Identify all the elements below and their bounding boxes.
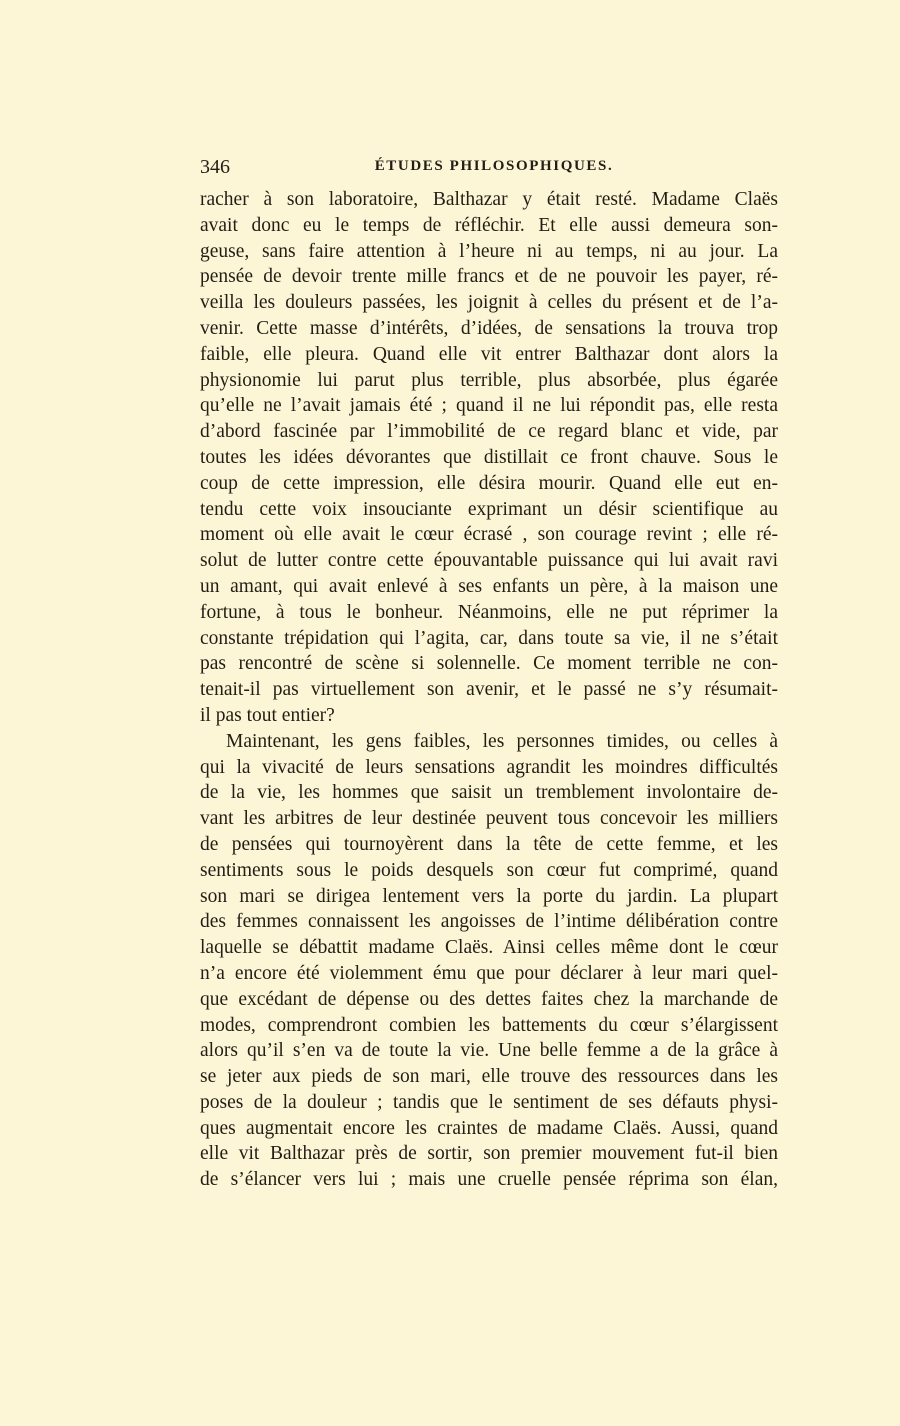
text-line: Maintenant, les gens faibles, les personnes timides, ou celles à <box>226 730 778 752</box>
text-line: modes, comprendront combien les battements du cœur s’élargissent <box>200 1014 778 1036</box>
text-line: des femmes connaissent les angoisses de l’intime délibération contre <box>200 911 778 933</box>
text-line: que excédant de dépense ou des dettes faites chez la marchande de <box>200 988 778 1010</box>
text-line: ques augmentait encore les craintes de madame Claës. Aussi, quand <box>200 1117 778 1139</box>
text-line: de s’élancer vers lui ; mais une cruelle pensée réprima son élan, <box>200 1169 778 1191</box>
text-line: toutes les idées dévorantes que distillait ce front chauve. Sous le <box>200 446 778 468</box>
text-line: fortune, à tous le bonheur. Néanmoins, elle ne put réprimer la <box>200 601 778 623</box>
text-line: avait donc eu le temps de réfléchir. Et elle aussi demeura son- <box>200 214 778 236</box>
running-title: ÉTUDES PHILOSOPHIQUES. <box>374 158 614 174</box>
text-line: son mari se dirigea lentement vers la porte du jardin. La plupart <box>200 885 778 907</box>
text-line: moment où elle avait le cœur écrasé , son courage revint ; elle ré- <box>200 524 778 546</box>
text-line: pas rencontré de scène si solennelle. Ce moment terrible ne con- <box>200 653 778 675</box>
text-line: constante trépidation qui l’agita, car, dans toute sa vie, il ne s’était <box>200 627 778 649</box>
paragraph <box>200 729 778 1193</box>
text-line: laquelle se débattit madame Claës. Ainsi celles même dont le cœur <box>200 937 778 959</box>
text-line: sentiments sous le poids desquels son cœur fut comprimé, quand <box>200 859 778 881</box>
text-line: alors qu’il s’en va de toute la vie. Une belle femme a de la grâce à <box>200 1040 778 1062</box>
page-number: 346 <box>200 156 230 178</box>
text-line: elle vit Balthazar près de sortir, son premier mouvement fut-il bien <box>200 1143 778 1165</box>
text-line: geuse, sans faire attention à l’heure ni au temps, ni au jour. La <box>200 240 778 262</box>
text-line: qu’elle ne l’avait jamais été ; quand il ne lui répondit pas, elle resta <box>200 395 778 417</box>
text-line: se jeter aux pieds de son mari, elle trouve des ressources dans les <box>200 1066 778 1088</box>
text-line: poses de la douleur ; tandis que le sentiment de ses défauts physi- <box>200 1091 778 1113</box>
text-line: faible, elle pleura. Quand elle vit entrer Balthazar dont alors la <box>200 343 778 365</box>
text-line: de la vie, les hommes que saisit un tremblement involontaire de- <box>200 782 778 804</box>
text-line: vant les arbitres de leur destinée peuvent tous concevoir les milliers <box>200 808 778 830</box>
text-line: il pas tout entier? <box>200 704 335 726</box>
text-line: qui la vivacité de leurs sensations agrandit les moindres difficultés <box>200 756 778 778</box>
paragraph <box>200 187 778 729</box>
text-line: veilla les douleurs passées, les joignit à celles du présent et de l’a- <box>200 292 778 314</box>
page-body-text <box>200 187 778 1193</box>
text-line: de pensées qui tournoyèrent dans la tête de cette femme, et les <box>200 833 778 855</box>
text-line: n’a encore été violemment ému que pour déclarer à leur mari quel- <box>200 962 778 984</box>
running-header <box>200 156 778 182</box>
text-line: racher à son laboratoire, Balthazar y était resté. Madame Claës <box>200 189 778 210</box>
text-line: un amant, qui avait enlevé à ses enfants un père, à la maison une <box>200 575 778 597</box>
text-line: venir. Cette masse d’intérêts, d’idées, de sensations la trouva trop <box>200 317 778 339</box>
text-line: pensée de devoir trente mille francs et de ne pouvoir les payer, ré- <box>200 266 778 288</box>
text-line: tendu cette voix insouciante exprimant un désir scientifique au <box>200 498 778 520</box>
text-line: coup de cette impression, elle désira mourir. Quand elle eut en- <box>200 472 778 494</box>
text-line: solut de lutter contre cette épouvantable puissance qui lui avait ravi <box>200 550 778 572</box>
text-line: tenait-il pas virtuellement son avenir, et le passé ne s’y résumait- <box>200 679 778 701</box>
text-line: physionomie lui parut plus terrible, plus absorbée, plus égarée <box>200 369 778 391</box>
text-line: d’abord fascinée par l’immobilité de ce regard blanc et vide, par <box>200 421 778 443</box>
